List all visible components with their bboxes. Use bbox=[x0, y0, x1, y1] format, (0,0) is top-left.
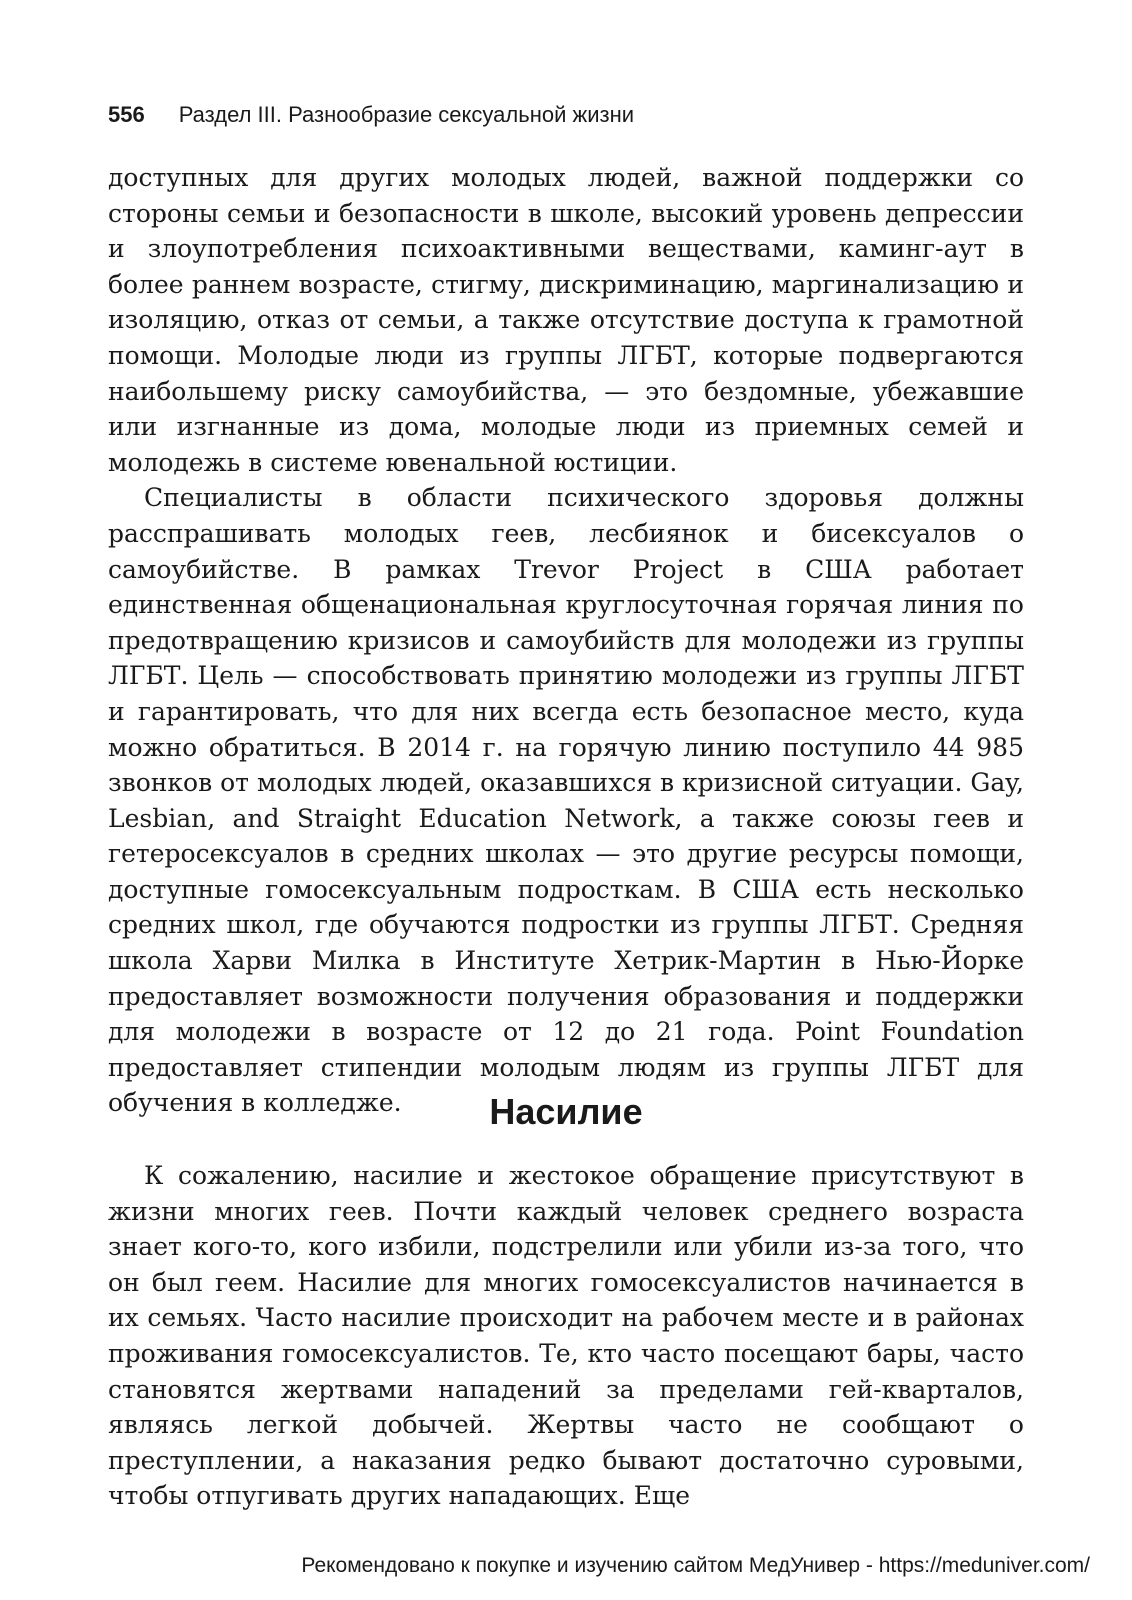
footer-watermark-text: Рекомендовано к покупке и изучению сайтом МедУнивер - https://meduniver.com/ bbox=[301, 1554, 1090, 1577]
page-number: 556 bbox=[108, 102, 145, 127]
paragraph-continued: доступных для других молодых людей, важной поддержки со стороны семьи и безопасности в школе, высокий уровень депрессии и злоупотребления психоактивными веществами, каминг-аут в более раннем возрасте, стигму, дискриминацию, маргинализацию и изоляцию, отказ от семьи, а также отсутствие доступа к грамотной помощи. Молодые люди из группы ЛГБТ, которые подвергаются наибольшему риску самоубийства, — это бездомные, убежавшие или изгнанные из дома, молодые люди из приемных семей и молодежь в системе ювенальной юстиции. bbox=[108, 163, 1024, 477]
paragraph: Специалисты в области психического здоровья должны расспрашивать молодых геев, лесбиянок и бисексуалов о самоубийстве. В рамках Trevor Project в США работает единственная общенациональная круглосуточная горячая линия по предотвращению кризисов и самоубийств для молодежи из группы ЛГБТ. Цель — способствовать принятию молодежи из группы ЛГБТ и гарантировать, что для них всегда есть безопасное место, куда можно обратиться. В 2014 г. на горячую линию поступило 44 985 звонков от молодых людей, оказавшихся в кризисной ситуации. Gay, Lesbian, and Straight Education Network, а также союзы геев и гетеросексуалов в средних школах — это другие ресурсы помощи, доступные гомосексуальным подросткам. В США есть несколько средних школ, где обучаются подростки из группы ЛГБТ. Средняя школа Харви Милка в Институте Хетрик-Мартин в Нью-Йорке предоставляет возможности получения образования и поддержки для молодежи в возрасте от 12 до 21 года. Point Foundation предоставляет стипендии молодым людям из группы ЛГБТ для обучения в колледже. bbox=[108, 483, 1024, 1118]
running-header bbox=[108, 98, 1008, 132]
section-heading: Насилие bbox=[489, 1091, 643, 1132]
section-title: Раздел III. Разнообразие сексуальной жизни bbox=[178, 102, 635, 127]
body-text bbox=[108, 160, 1024, 1121]
section-body-text bbox=[108, 1158, 1024, 1514]
paragraph: К сожалению, насилие и жестокое обращение присутствуют в жизни многих геев. Почти каждый человек среднего возраста знает кого-то, кого избили, подстрелили или убили из-за того, что он был геем. Насилие для многих гомосексуалистов начинается в их семьях. Часто насилие происходит на рабочем месте и в районах проживания гомосексуалистов. Те, кто часто посещают бары, часто становятся жертвами нападений за пределами гей-кварталов, являясь легкой добычей. Жертвы часто не сообщают о преступлении, а наказания редко бывают достаточно суровыми, чтобы отпугивать других нападающих. Еще bbox=[108, 1161, 1024, 1511]
